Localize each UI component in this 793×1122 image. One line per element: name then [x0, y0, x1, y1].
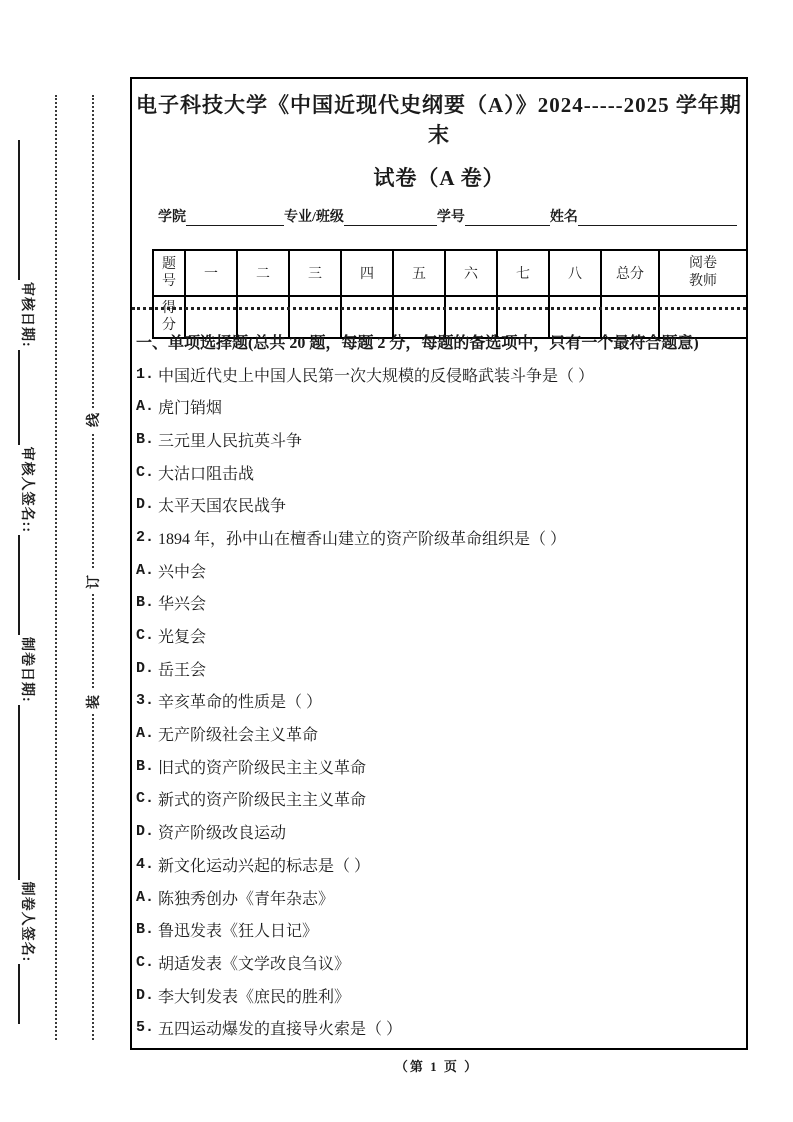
question-4-option-b: B. 鲁迅发表《狂人日记》 — [136, 921, 319, 941]
question-1-option-d: D. 太平天国农民战争 — [136, 496, 287, 516]
question-3-option-b: B. 旧式的资产阶级民主主义革命 — [136, 757, 367, 777]
margin-blank-line — [19, 964, 38, 1024]
field-label-college: 学院 — [158, 210, 186, 225]
binding-dotted-line-inner — [92, 95, 94, 1040]
exam-title-line2: 试卷（A 卷） — [373, 166, 505, 190]
exam-title-line1: 电子科技大学《中国近现代史纲要（A）》2024-----2025 学年期末 — [136, 93, 742, 147]
question-5: 5. 五四运动爆发的直接导火索是（ ） — [136, 1019, 403, 1039]
field-label-name: 姓名 — [549, 210, 578, 225]
margin-label-review-date: 审核日期: — [19, 282, 34, 348]
question-4-option-d: D. 李大钊发表《庶民的胜利》 — [136, 986, 351, 1006]
header-cell-7: 七 — [497, 250, 549, 296]
field-label-major-class: 专业/班级 — [284, 210, 344, 225]
field-label-student-id: 学号 — [436, 210, 465, 225]
margin-blank-line — [19, 705, 38, 880]
score-row-label: 得分 — [153, 296, 185, 338]
margin-label-maker-signature: 制卷人签名: — [19, 881, 34, 963]
field-blank-name — [578, 209, 737, 226]
field-blank-college — [186, 209, 284, 226]
question-4-option-c: C. 胡适发表《文学改良刍议》 — [136, 953, 351, 973]
binding-char-zhuang: 装 — [81, 690, 105, 714]
header-cell-3: 三 — [289, 250, 341, 296]
header-cell-6: 六 — [445, 250, 497, 296]
dotted-separator — [132, 307, 746, 310]
binding-char-ding: 订 — [81, 570, 105, 594]
margin-label-maker-date: 制卷日期: — [19, 637, 34, 703]
margin-signature-bar — [8, 140, 48, 1030]
question-1-option-a: A. 虎门销烟 — [136, 398, 223, 418]
margin-label-reviewer-signature: 审核人签名:: — [19, 446, 34, 533]
question-2-option-c: C. 光复会 — [136, 627, 207, 647]
field-blank-student-id — [465, 209, 550, 226]
margin-blank-line — [19, 535, 38, 635]
question-3-option-a: A. 无产阶级社会主义革命 — [136, 725, 319, 745]
question-2-option-d: D. 岳王会 — [136, 659, 207, 679]
score-table-header-row — [153, 250, 747, 296]
header-cell-2: 二 — [237, 250, 289, 296]
exam-content-box — [130, 77, 748, 1050]
student-info-line — [158, 206, 716, 226]
binding-dotted-line-outer — [55, 95, 57, 1040]
header-cell-1: 一 — [185, 250, 237, 296]
header-cell-total: 总分 — [601, 250, 659, 296]
question-2-option-b: B. 华兴会 — [136, 594, 207, 614]
header-cell-4: 四 — [341, 250, 393, 296]
question-4: 4. 新文化运动兴起的标志是（ ） — [136, 855, 371, 875]
header-cell-8: 八 — [549, 250, 601, 296]
question-4-option-a: A. 陈独秀创办《青年杂志》 — [136, 888, 335, 908]
header-cell-grader: 阅卷教师 — [659, 250, 747, 296]
section-title: 一、单项选择题(总共 20 题，每题 2 分，每题的备选项中，只有一个最符合题意) — [136, 334, 699, 352]
question-3-option-d: D. 资产阶级改良运动 — [136, 823, 287, 843]
question-1: 1. 中国近代史上中国人民第一次大规模的反侵略武装斗争是（ ） — [136, 365, 595, 385]
header-cell-5: 五 — [393, 250, 445, 296]
questions-area — [136, 325, 742, 1044]
question-2: 2. 1894 年，孙中山在檀香山建立的资产阶级革命组织是（ ） — [136, 528, 567, 548]
binding-char-xian: 线 — [81, 408, 105, 432]
header-cell-question-no: 题号 — [153, 250, 185, 296]
margin-blank-line — [19, 140, 38, 280]
question-2-option-a: A. 兴中会 — [136, 561, 207, 581]
page-footer: （第 1 页 ） — [394, 1059, 480, 1074]
question-3: 3. 辛亥革命的性质是（ ） — [136, 692, 323, 712]
field-blank-major-class — [344, 209, 437, 226]
question-3-option-c: C. 新式的资产阶级民主主义革命 — [136, 790, 367, 810]
question-1-option-c: C. 大沽口阻击战 — [136, 463, 255, 483]
question-1-option-b: B. 三元里人民抗英斗争 — [136, 430, 303, 450]
margin-blank-line — [19, 350, 38, 445]
